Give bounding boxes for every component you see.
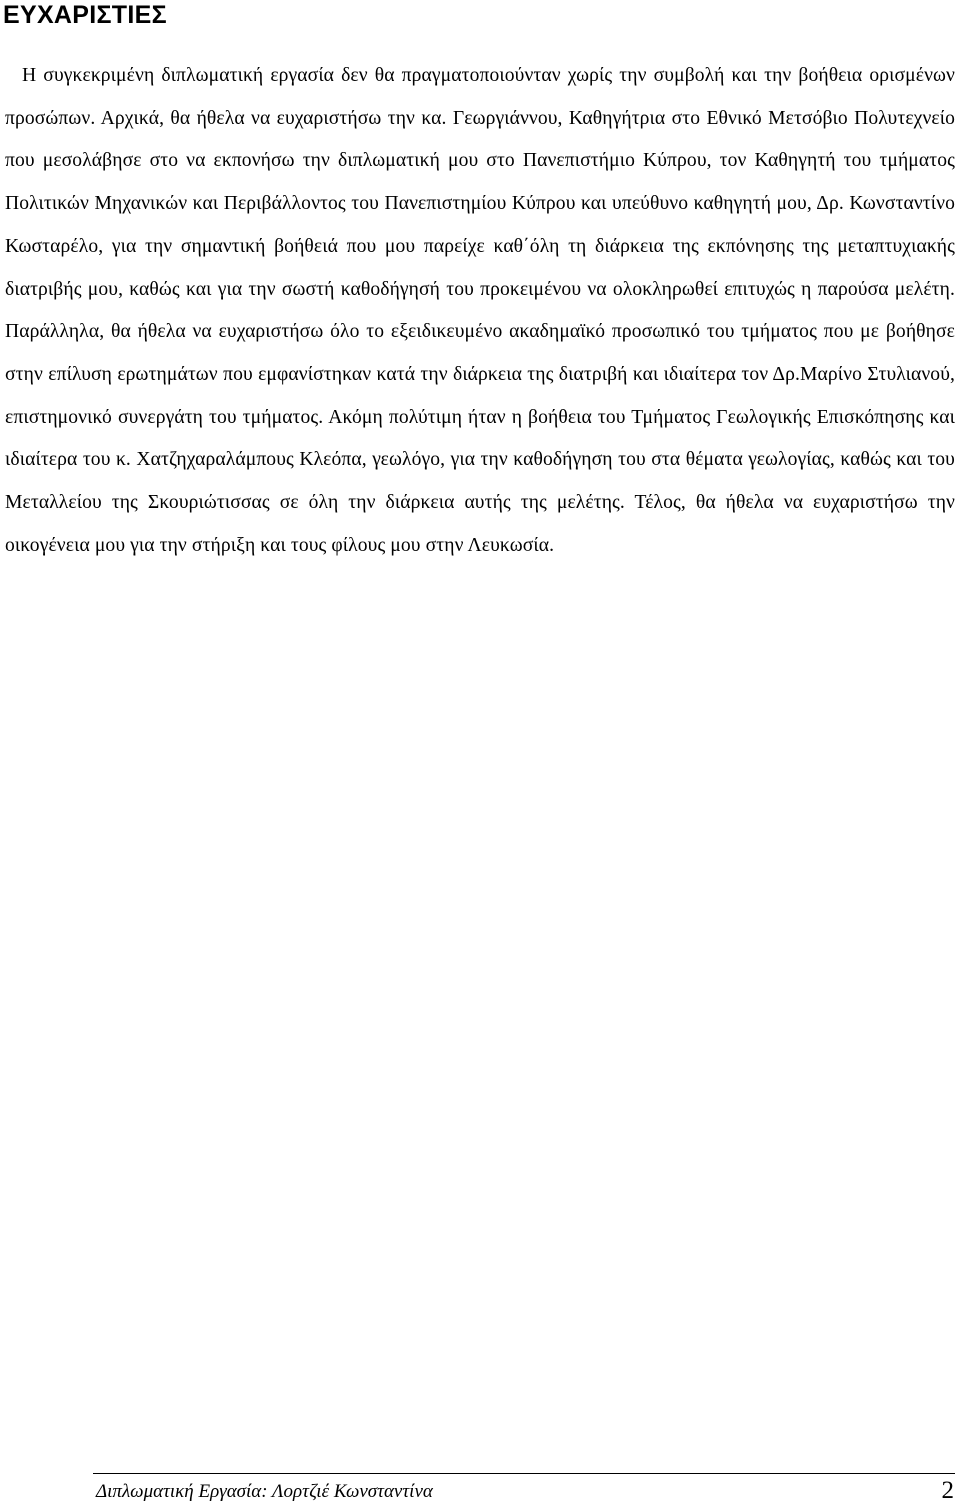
acknowledgements-paragraph: Η συγκεκριμένη διπλωματική εργασία δεν θα πραγματοποιούνταν χωρίς την συμβολή και την βοήθεια ορισμένων προσώπων. Αρχικά, θα ήθελα να ευχαριστήσω την κα. Γεωργιάννου, Καθηγήτρια στο Εθνικό Μετσόβιο Πολυτεχνείο που μεσολάβησε στο να εκπονήσω την διπλωματική μου στο Πανεπιστήμιο Κύπρου, τον Καθηγητή του τμήματος Πολιτικών Μηχανικών και Περιβάλλοντος του Πανεπιστημίου Κύπρου και υπεύθυνο καθηγητή μου, Δρ. Κωνσταντίνο Κωσταρέλο, για την σημαντική βοήθειά που μου παρείχε καθ΄όλη τη διάρκεια της εκπόνησης της μεταπτυχιακής διατριβής μου, καθώς και για την σωστή καθοδήγησή του προκειμένου να ολοκληρωθεί επιτυχώς η παρούσα μελέτη. Παράλληλα, θα ήθελα να ευχαριστήσω όλο το εξειδικευμένο ακαδημαϊκό προσωπικό του τμήματος που με βοήθησε στην επίλυση ερωτημάτων που εμφανίστηκαν κατά την διάρκεια της διατριβή και ιδιαίτερα τον Δρ.Μαρίνο Στυλιανού, επιστημονικό συνεργάτη του τμήματος. Ακόμη πολύτιμη ήταν η βοήθεια του Τμήματος Γεωλογικής Επισκόπησης και ιδιαίτερα του κ. Χατζηχαραλάμπους Κλεόπα, γεωλόγο, για την καθοδήγηση του στα θέματα γεωλογίας, καθώς και του Μεταλλείου της Σκουριώτισσας σε όλη την διάρκεια αυτής της μελέτης. Τέλος, θα ήθελα να ευχαριστήσω την οικογένεια μου για την στήριξη και τους φίλους μου στην Λευκωσία. [5, 65, 955, 556]
page-number: 2 [941, 1477, 954, 1504]
footer-title: Διπλωματική Εργασία: Λορτζιέ Κωνσταντίνα [96, 1481, 433, 1502]
section-heading: ΕΥΧΑΡΙΣΤΙΕΣ [3, 1, 167, 29]
footer-divider [93, 1473, 955, 1474]
